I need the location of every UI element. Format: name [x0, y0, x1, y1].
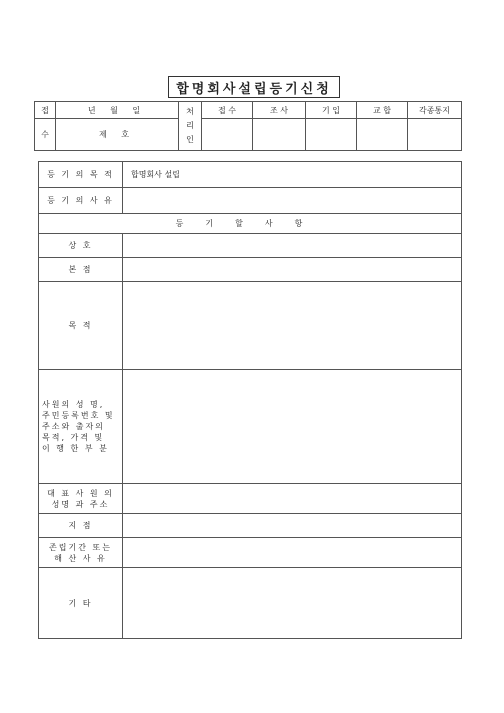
cell-notice[interactable]: [408, 119, 462, 151]
receipt-table: [34, 101, 462, 151]
cell-investigate[interactable]: [253, 119, 306, 151]
receipt-number-label: 제 호: [56, 119, 179, 151]
duration-label: 존립기간 또는 해 산 사 유: [39, 538, 123, 568]
cell-verify[interactable]: [357, 119, 408, 151]
trade-name-value[interactable]: [123, 234, 462, 258]
other-label: 기 타: [39, 568, 123, 639]
col-investigate: 조 사: [253, 102, 306, 119]
col-entry: 기 입: [306, 102, 357, 119]
objective-value[interactable]: [123, 282, 462, 370]
reason-label: 등 기 의 사 유: [39, 188, 123, 214]
col-receipt: 접 수: [202, 102, 253, 119]
receipt-left-bottom: 수: [35, 119, 56, 151]
receipt-date-label: 년 월 일: [56, 102, 179, 119]
branch-value[interactable]: [123, 514, 462, 538]
objective-label: 목 적: [39, 282, 123, 370]
other-value[interactable]: [123, 568, 462, 639]
head-office-value[interactable]: [123, 258, 462, 282]
receipt-left-top: 접: [35, 102, 56, 119]
head-office-label: 본 점: [39, 258, 123, 282]
cell-entry[interactable]: [306, 119, 357, 151]
members-label: 사원의 성 명, 주민등록번호 및 주소와 출자의 목적, 가격 및 이 행 한 부 분: [39, 370, 123, 484]
branch-label: 지 점: [39, 514, 123, 538]
cell-receipt[interactable]: [202, 119, 253, 151]
processor-label: 처 리 인: [179, 102, 202, 151]
form-title: 합명회사설립등기신청: [168, 76, 340, 98]
duration-value[interactable]: [123, 538, 462, 568]
representative-label: 대 표 사 원 의 성명 과 주소: [39, 484, 123, 514]
purpose-value[interactable]: 합명회사 설립: [123, 162, 462, 188]
col-verify: 교 합: [357, 102, 408, 119]
section-header: 등기할사항: [39, 214, 462, 234]
registration-form-table: [38, 161, 462, 639]
reason-value[interactable]: [123, 188, 462, 214]
purpose-label: 등 기 의 목 적: [39, 162, 123, 188]
representative-value[interactable]: [123, 484, 462, 514]
col-notice: 각종통지: [408, 102, 462, 119]
trade-name-label: 상 호: [39, 234, 123, 258]
members-value[interactable]: [123, 370, 462, 484]
